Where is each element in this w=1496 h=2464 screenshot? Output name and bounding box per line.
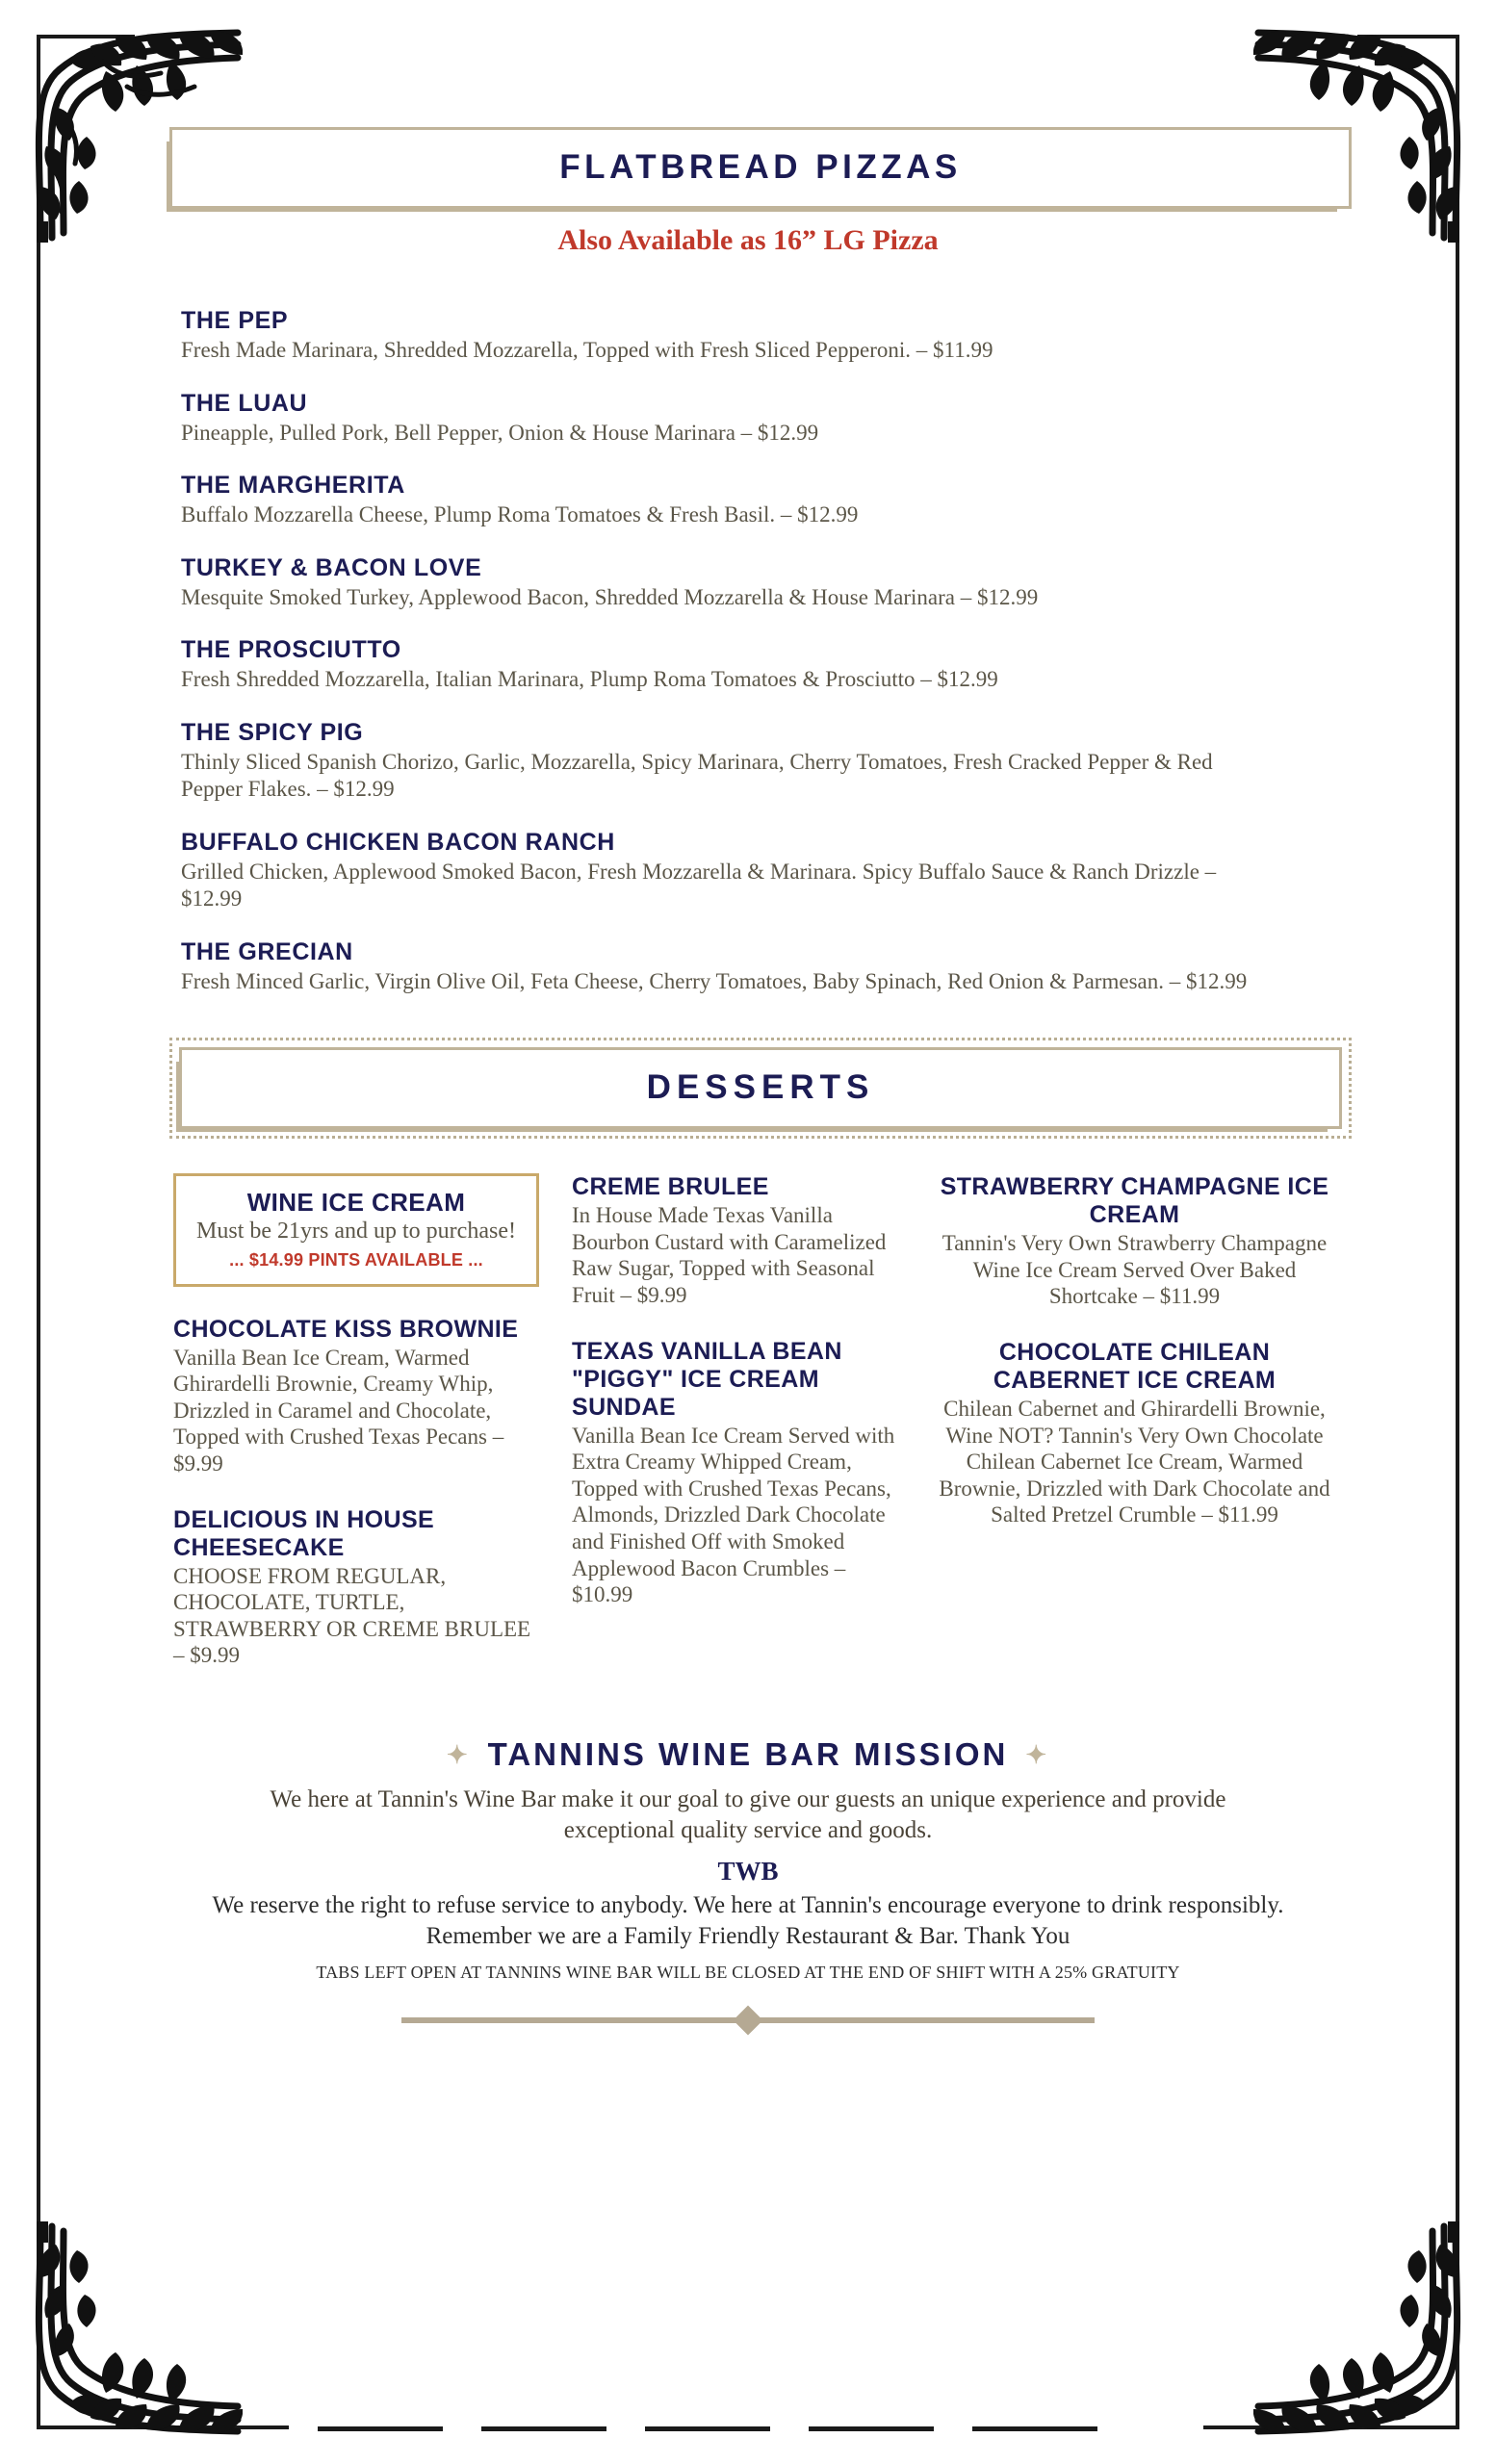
menu-item bbox=[181, 307, 1327, 365]
sparkle-icon: ✦ bbox=[1025, 1739, 1050, 1769]
service-disclaimer: We reserve the right to refuse service to anybody. We here at Tannin's encourage everyone to drink responsibly. Remember we are a Family Friendly Restaurant & Bar. Thank You bbox=[212, 1891, 1284, 1950]
desserts-banner-box bbox=[179, 1047, 1342, 1129]
menu-item-name: STRAWBERRY CHAMPAGNE ICE CREAM bbox=[940, 1173, 1329, 1229]
menu-item-name: BUFFALO CHICKEN BACON RANCH bbox=[181, 828, 615, 856]
desserts-column-1 bbox=[173, 1173, 539, 1698]
desserts-section-title: DESSERTS bbox=[646, 1068, 875, 1107]
menu-item-name: THE SPICY PIG bbox=[181, 718, 364, 746]
menu-item bbox=[173, 1316, 539, 1477]
menu-item-name: THE LUAU bbox=[181, 389, 308, 417]
diamond-icon bbox=[733, 2005, 762, 2035]
featured-wine-ice-cream bbox=[173, 1173, 539, 1286]
menu-item-name: THE PROSCIUTTO bbox=[181, 636, 401, 664]
menu-item-description: Fresh Shredded Mozzarella, Italian Marinara, Plump Roma Tomatoes & Prosciutto – $12.99 bbox=[181, 667, 998, 692]
menu-item-name: THE MARGHERITA bbox=[181, 472, 405, 500]
frame-bottom-dash bbox=[481, 2426, 606, 2431]
frame-bottom-dash bbox=[809, 2426, 934, 2431]
desserts-column-2 bbox=[572, 1173, 904, 1698]
mission-statement: We here at Tannin's Wine Bar make it our goal to give our guests an unique experience and provide exceptional quality service and goods. bbox=[270, 1785, 1226, 1844]
menu-item bbox=[181, 472, 1327, 529]
menu-item-description: Tannin's Very Own Strawberry Champagne Wine Ice Cream Served Over Baked Shortcake – $11.99 bbox=[941, 1231, 1328, 1309]
decorative-divider bbox=[401, 2008, 1095, 2033]
frame-bottom-dash bbox=[645, 2426, 770, 2431]
pizzas-banner-box bbox=[169, 127, 1352, 209]
menu-item-description: CHOOSE FROM REGULAR, CHOCOLATE, TURTLE, STRAWBERRY OR CREME BRULEE – $9.99 bbox=[173, 1563, 531, 1668]
pizzas-section-banner bbox=[169, 127, 1352, 209]
pizzas-section-title: FLATBREAD PIZZAS bbox=[559, 148, 962, 186]
menu-item-name: CREME BRULEE bbox=[572, 1173, 769, 1201]
frame-bottom-dash bbox=[318, 2426, 443, 2431]
menu-item-name: CHOCOLATE KISS BROWNIE bbox=[173, 1315, 519, 1343]
menu-item-description: Mesquite Smoked Turkey, Applewood Bacon, Shredded Mozzarella & House Marinara – $12.99 bbox=[181, 584, 1039, 609]
floral-ornament-icon bbox=[1253, 2221, 1494, 2462]
menu-item-description: Grilled Chicken, Applewood Smoked Bacon, Fresh Mozzarella & Marinara. Spicy Buffalo Sauce & Ranch Drizzle – $12.99 bbox=[181, 859, 1217, 911]
menu-item-description: In House Made Texas Vanilla Bourbon Custard with Caramelized Raw Sugar, Topped with Seasonal Fruit – $9.99 bbox=[572, 1203, 887, 1307]
menu-item-description: Fresh Made Marinara, Shredded Mozzarella, Topped with Fresh Sliced Pepperoni. – $11.99 bbox=[181, 338, 993, 362]
menu-item-description: Fresh Minced Garlic, Virgin Olive Oil, Feta Cheese, Cherry Tomatoes, Baby Spinach, Red Onion & Parmesan. – $12.99 bbox=[181, 968, 1248, 993]
menu-item bbox=[937, 1173, 1332, 1310]
menu-item-description: Vanilla Bean Ice Cream Served with Extra Creamy Whipped Cream, Topped with Crushed Texas Pecans, Almonds, Drizzled Dark Chocolate and Finished Off with Smoked Applewood Bacon Crumbles – $10.99 bbox=[572, 1423, 895, 1607]
menu-item-name: THE GRECIAN bbox=[181, 937, 353, 965]
menu-item-description: Chilean Cabernet and Ghirardelli Brownie, Wine NOT? Tannin's Very Own Chocolate Chilean Cabernet Ice Cream, Warmed Brownie, Drizzled with Dark Chocolate and Salted Pretzel Crumble – $11.99 bbox=[939, 1396, 1330, 1527]
desserts-columns bbox=[173, 1173, 1332, 1698]
desserts-column-3 bbox=[937, 1173, 1332, 1698]
pizzas-list bbox=[181, 307, 1327, 995]
menu-item bbox=[181, 829, 1327, 913]
sparkle-icon: ✦ bbox=[446, 1739, 471, 1769]
menu-item-name: CHOCOLATE CHILEAN CABERNET ICE CREAM bbox=[993, 1338, 1277, 1394]
menu-item-description: Vanilla Bean Ice Cream, Warmed Ghirardelli Brownie, Creamy Whip, Drizzled in Caramel and Chocolate, Topped with Crushed Texas Pecans – $9.99 bbox=[173, 1345, 504, 1476]
menu-item-name: THE PEP bbox=[181, 307, 289, 334]
menu-item bbox=[937, 1339, 1332, 1528]
mission-section bbox=[0, 1736, 1496, 2033]
menu-item-description: Thinly Sliced Spanish Chorizo, Garlic, Mozzarella, Spicy Marinara, Cherry Tomatoes, Fresh Cracked Pepper & Red Pepper Flakes. – $12.99 bbox=[181, 749, 1213, 802]
menu-item bbox=[181, 636, 1327, 694]
menu-item-name: WINE ICE CREAM bbox=[246, 1188, 466, 1218]
menu-item bbox=[572, 1338, 904, 1608]
menu-item bbox=[173, 1506, 539, 1669]
menu-item-description: Must be 21yrs and up to purchase! bbox=[196, 1219, 516, 1245]
pizzas-subtitle: Also Available as 16” LG Pizza bbox=[557, 224, 939, 256]
desserts-section-banner bbox=[169, 1038, 1352, 1139]
menu-item bbox=[181, 938, 1327, 996]
menu-item bbox=[572, 1173, 904, 1308]
menu-item-name: TEXAS VANILLA BEAN "PIGGY" ICE CREAM SUNDAE bbox=[572, 1337, 842, 1421]
floral-ornament-icon bbox=[2, 2221, 243, 2462]
menu-item bbox=[181, 390, 1327, 448]
menu-item-name: TURKEY & BACON LOVE bbox=[181, 553, 482, 581]
pints-available-note: ... $14.99 PINTS AVAILABLE ... bbox=[229, 1249, 483, 1270]
menu-item-name: DELICIOUS IN HOUSE CHEESECAKE bbox=[173, 1505, 435, 1561]
menu-item-description: Buffalo Mozzarella Cheese, Plump Roma Tomatoes & Fresh Basil. – $12.99 bbox=[181, 502, 859, 527]
mission-heading-text: TANNINS WINE BAR MISSION bbox=[487, 1735, 1009, 1772]
mission-heading bbox=[0, 1736, 1496, 1773]
menu-item bbox=[181, 554, 1327, 612]
menu-item bbox=[181, 719, 1327, 804]
menu-item-description: Pineapple, Pulled Pork, Bell Pepper, Onion & House Marinara – $12.99 bbox=[181, 420, 819, 445]
gratuity-fineprint: TABS LEFT OPEN AT TANNINS WINE BAR WILL BE CLOSED AT THE END OF SHIFT WITH A 25% GRATUITY bbox=[316, 1962, 1180, 1982]
twb-initials: TWB bbox=[717, 1856, 779, 1886]
frame-bottom-dash bbox=[972, 2426, 1097, 2431]
